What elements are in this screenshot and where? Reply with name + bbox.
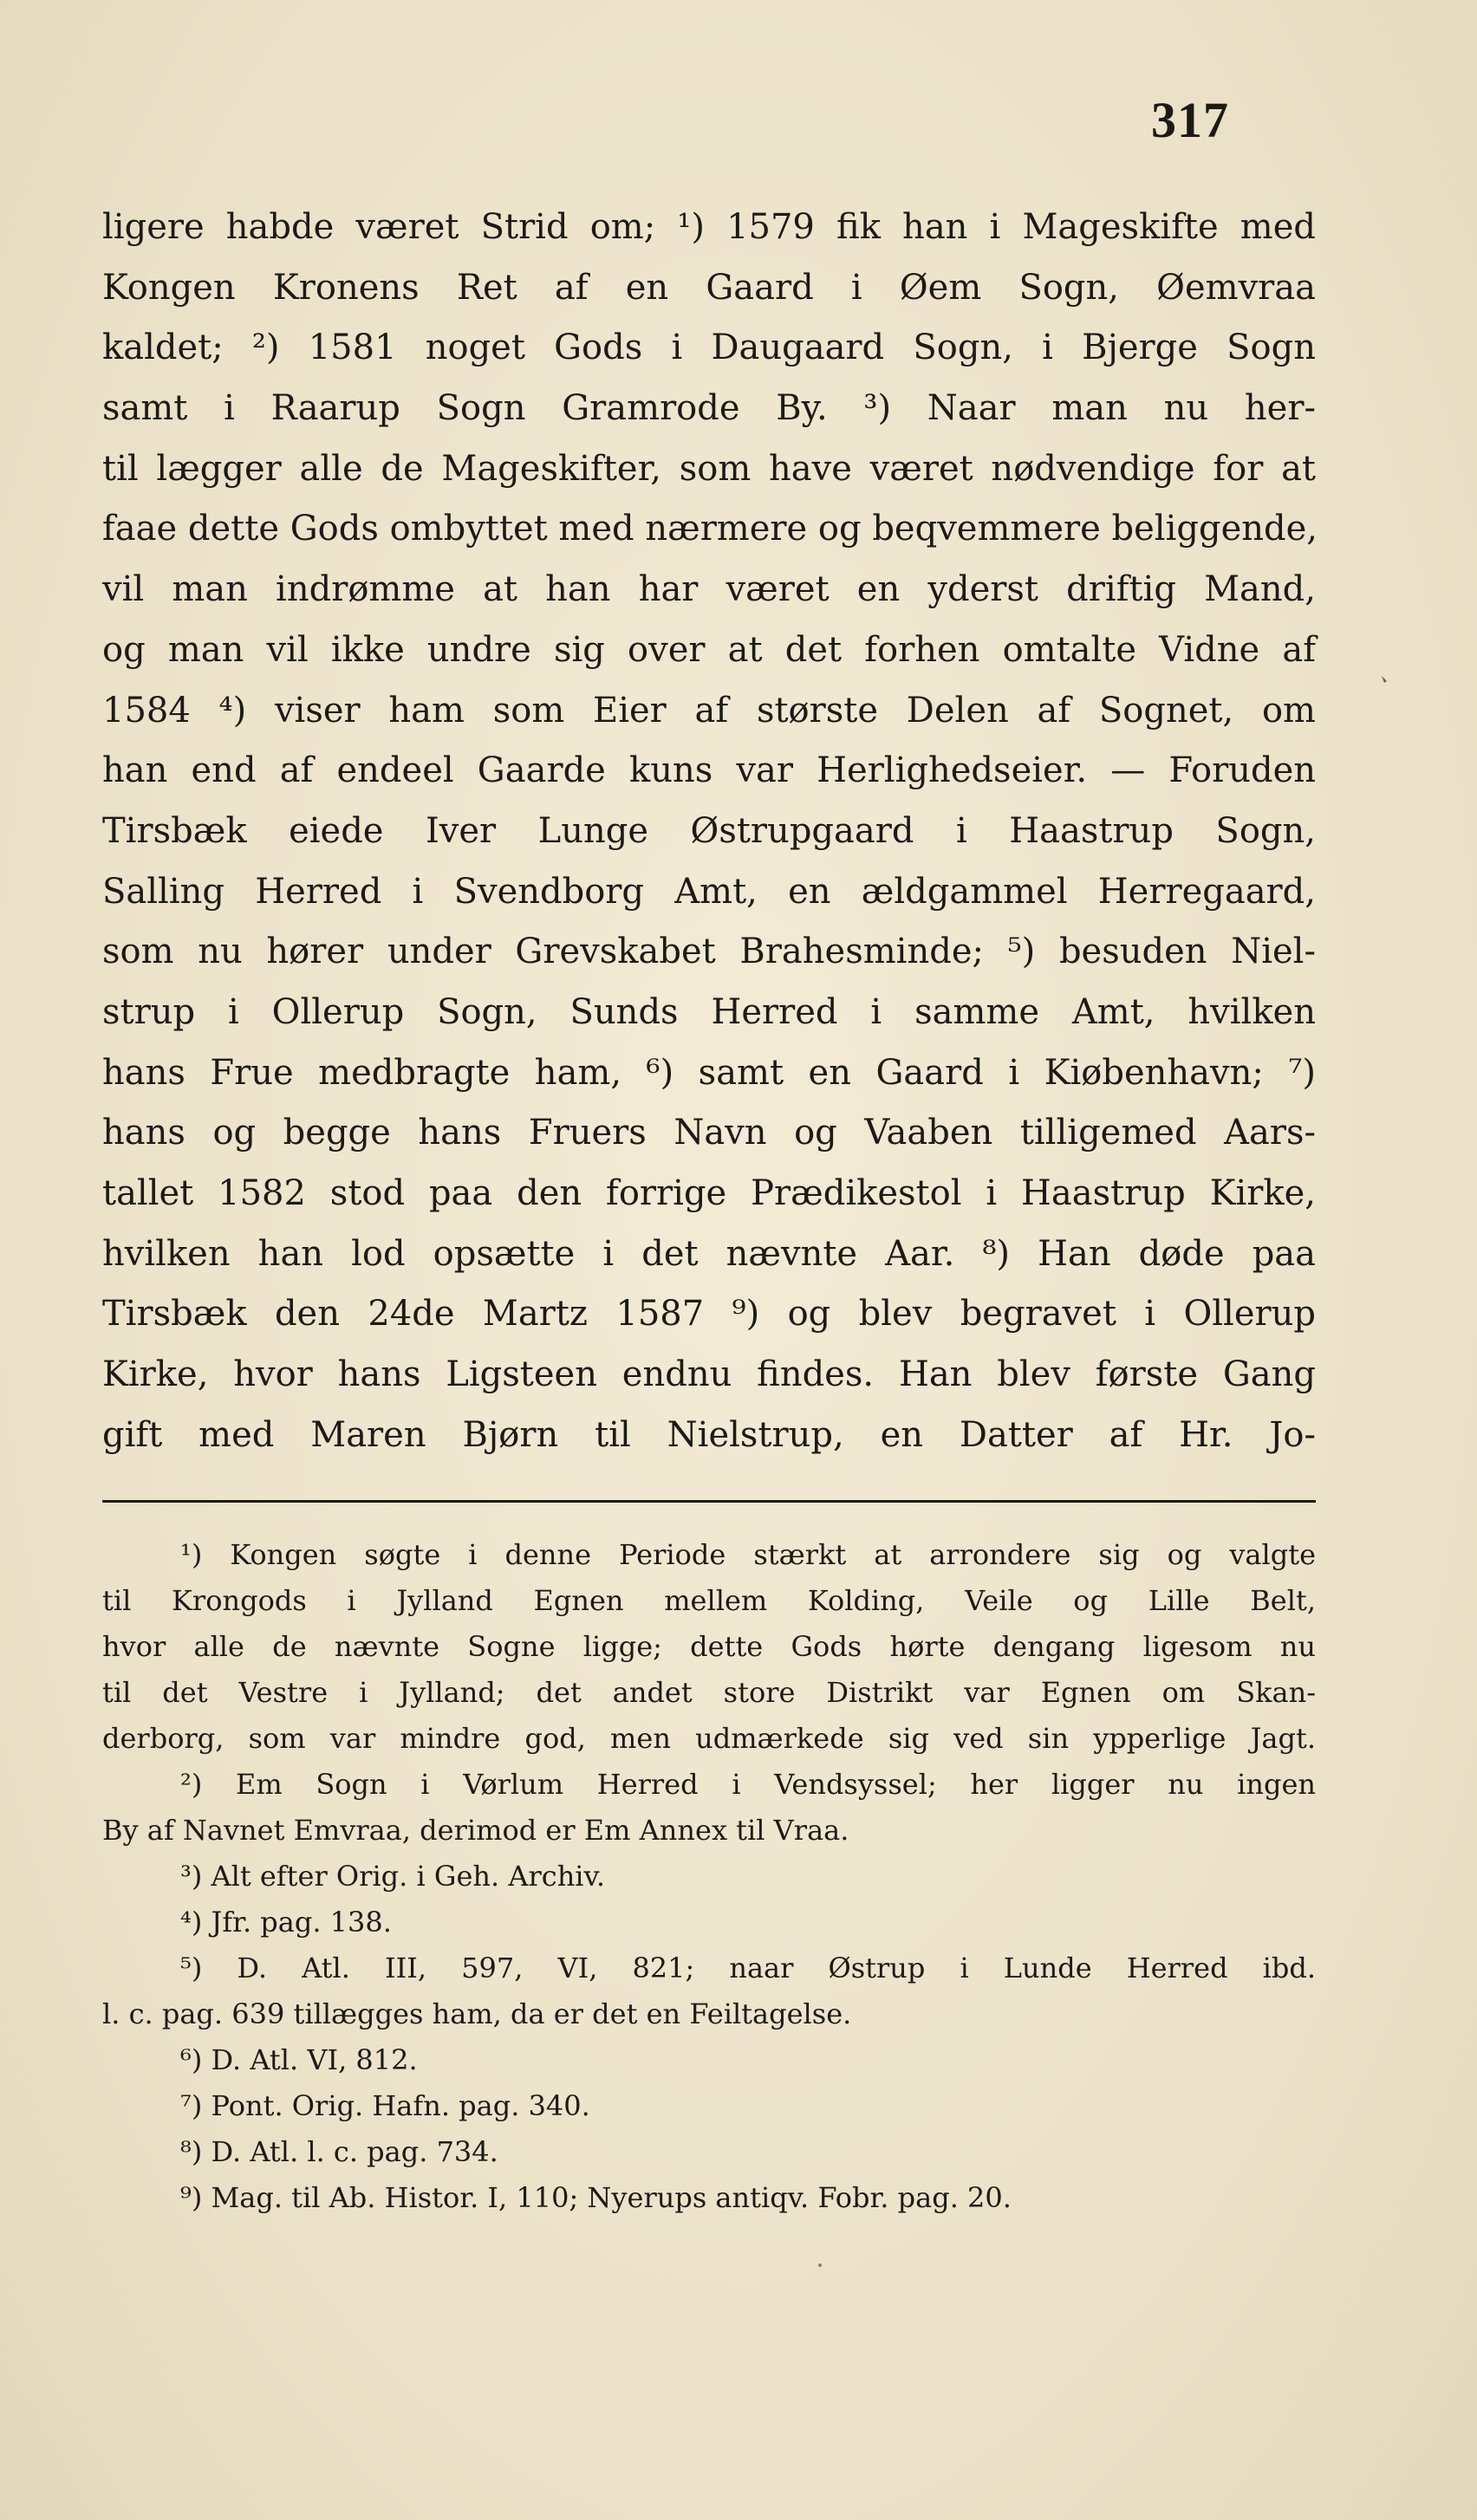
body-line: gift med Maren Bjørn til Nielstrup, en Datter af Hr. Jo-	[102, 1414, 1316, 1455]
body-line: faae dette Gods ombyttet med nærmere og beqvemmere beliggende,	[102, 509, 1318, 549]
footnote-line: ⁶) D. Atl. VI, 812.	[180, 2043, 418, 2076]
body-line: hans og begge hans Fruers Navn og Vaaben tilligemed Aars-	[102, 1113, 1316, 1153]
body-line: Salling Herred i Svendborg Amt, en ældgammel Herregaard,	[102, 871, 1316, 912]
body-line: ligere habde været Strid om; ¹) 1579 fik han i Mageskifte med	[102, 207, 1316, 247]
footnote-line: ³) Alt efter Orig. i Geh. Archiv.	[180, 1860, 605, 1893]
footnote-line: derborg, som var mindre god, men udmærkede sig ved sin ypperlige Jagt.	[102, 1722, 1316, 1755]
footnote-line: hvor alle de nævnte Sogne ligge; dette Gods hørte dengang ligesom nu	[102, 1630, 1316, 1663]
body-line: Tirsbæk eiede Iver Lunge Østrupgaard i Haastrup Sogn,	[102, 810, 1316, 851]
footnote-line: til Krongods i Jylland Egnen mellem Kolding, Veile og Lille Belt,	[102, 1584, 1316, 1617]
body-line: og man vil ikke undre sig over at det forhen omtalte Vidne af	[102, 629, 1316, 670]
body-line: Tirsbæk den 24de Martz 1587 ⁹) og blev begravet i Ollerup	[102, 1294, 1316, 1335]
body-line: tallet 1582 stod paa den forrige Prædikestol i Haastrup Kirke,	[102, 1173, 1316, 1213]
footnote-line: ⁸) D. Atl. l. c. pag. 734.	[180, 2135, 498, 2168]
body-line: til lægger alle de Mageskifter, som have været nødvendige for at	[102, 448, 1316, 489]
footnote-line: ⁵) D. Atl. III, 597, VI, 821; naar Østrup i Lunde Herred ibd.	[180, 1952, 1316, 1984]
body-line: hans Frue medbragte ham, ⁶) samt en Gaard i Kiøbenhavn; ⁷)	[102, 1052, 1316, 1093]
footnote-line: ⁷) Pont. Orig. Hafn. pag. 340.	[180, 2089, 590, 2122]
body-line: 1584 ⁴) viser ham som Eier af største Delen af Sognet, om	[102, 690, 1316, 731]
footnote-line: l. c. pag. 639 tillægges ham, da er det en Feiltagelse.	[102, 1997, 852, 2030]
body-line: som nu hører under Grevskabet Brahesminde; ⁵) besuden Niel-	[102, 932, 1316, 972]
body-line: hvilken han lod opsætte i det nævnte Aar. ⁸) Han døde paa	[102, 1233, 1316, 1274]
footnote-line: ²) Em Sogn i Vørlum Herred i Vendsyssel; her ligger nu ingen	[180, 1768, 1316, 1801]
body-line: samt i Raarup Sogn Gramrode By. ³) Naar man nu her-	[102, 388, 1316, 429]
body-line: strup i Ollerup Sogn, Sunds Herred i samme Amt, hvilken	[102, 991, 1316, 1032]
body-line: Kongen Kronens Ret af en Gaard i Øem Sogn, Øemvraa	[102, 267, 1316, 308]
body-line: kaldet; ²) 1581 noget Gods i Daugaard Sogn, i Bjerge Sogn	[102, 328, 1316, 368]
footnote-line: til det Vestre i Jylland; det andet store Distrikt var Egnen om Skan-	[102, 1676, 1316, 1709]
body-line: han end af endeel Gaarde kuns var Herlighedseier. — Foruden	[102, 750, 1316, 791]
footnote-line: By af Navnet Emvraa, derimod er Em Annex til Vraa.	[102, 1814, 849, 1847]
body-line: Kirke, hvor hans Ligsteen endnu findes. Han blev første Gang	[102, 1354, 1316, 1395]
footnote-line: ⁹) Mag. til Ab. Histor. I, 110; Nyerups antiqv. Fobr. pag. 20.	[180, 2181, 1012, 2214]
body-line: vil man indrømme at han har været en yderst driftig Mand,	[102, 569, 1316, 610]
page-number: 317	[1151, 92, 1229, 148]
paper-speck-dot	[818, 2263, 822, 2267]
paper-speck-mark	[1382, 676, 1387, 683]
footnote-line: ¹) Kongen søgte i denne Periode stærkt at arrondere sig og valgte	[180, 1538, 1316, 1571]
footnote-line: ⁴) Jfr. pag. 138.	[180, 1906, 392, 1939]
